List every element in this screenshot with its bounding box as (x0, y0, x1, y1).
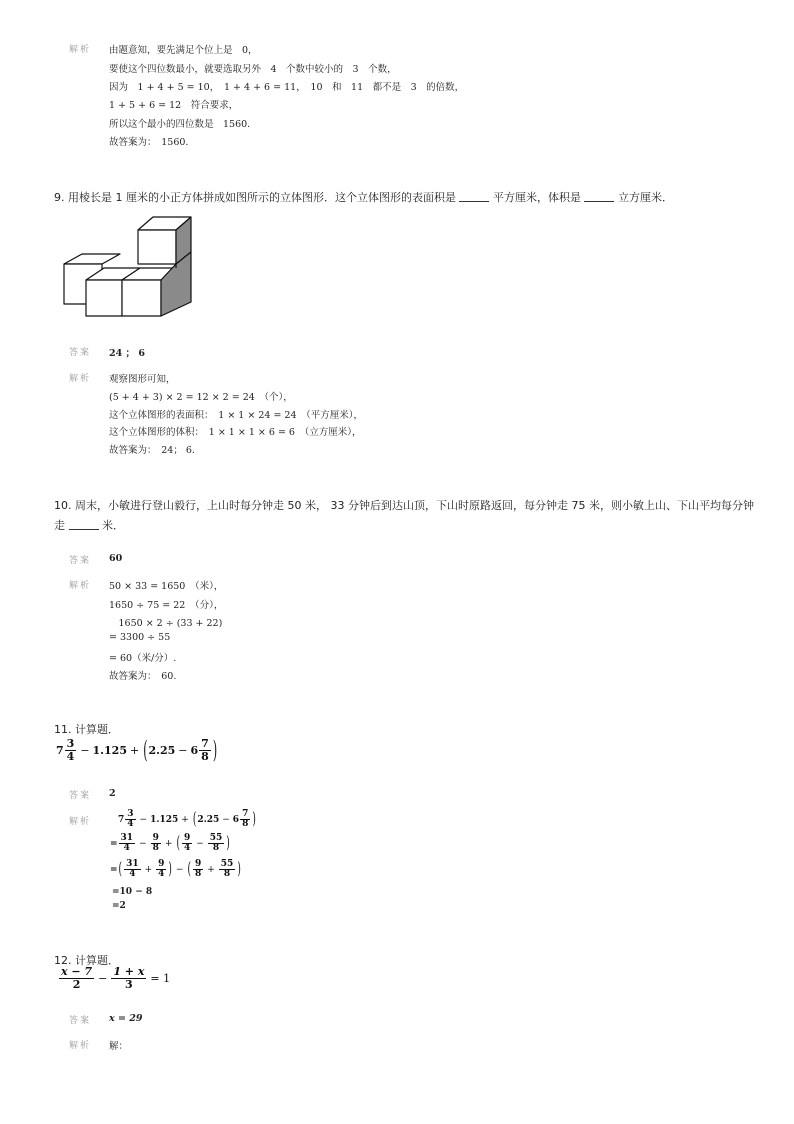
q10-question-post: 米． (102, 519, 124, 532)
q8-analysis-line: 1 + 5 + 6 = 12 符合要求， (109, 100, 239, 111)
whole-number: 7 (56, 743, 64, 757)
q9-answer: 24 ； 6 (109, 348, 145, 359)
analysis-label: 解析 (69, 374, 92, 384)
decimal: 1.125 (92, 743, 127, 757)
answer-blank (69, 519, 99, 530)
q9-analysis-line: 这个立体图形的体积： 1 × 1 × 1 × 6 = 6 （立方厘米）， (109, 427, 362, 438)
decimal: 2.25 (148, 743, 176, 757)
q10-analysis-line: 故答案为： 60. (109, 671, 177, 682)
q10-analysis-line: 50 × 33 = 1650 （米）， (109, 581, 224, 592)
analysis-label: 解析 (69, 817, 92, 827)
analysis-label: 解析 (69, 45, 92, 55)
q8-analysis-line: 因为 1 + 4 + 5 = 10， 1 + 4 + 6 = 11， 10 和 11 都不是 3 的倍数， (109, 82, 465, 93)
q11-expression: 7 $\frac{3}{4}$ − 1.125 + ( 2.25 − 6 $\frac{7}{8}$ ) (56, 735, 218, 765)
q10-analysis-line: 1650 × 2 ÷ (33 + 22) (109, 618, 223, 629)
whole-number: 6 (190, 743, 199, 757)
q10-question-pre: 走 (54, 519, 65, 532)
answer-label: 答案 (69, 1016, 92, 1026)
q10-analysis-line: 1650 ÷ 75 = 22 （分）， (109, 600, 224, 611)
q10-analysis-line: = 3300 ÷ 55 (109, 632, 171, 643)
q11-step-1: 7 $\frac{3}{4}$ − 1.125 + ( 2.25 − 6 $\frac{7}{8}$ ) (118, 809, 256, 830)
answer-label: 答案 (69, 556, 92, 566)
equation-rhs: = 1 (150, 971, 171, 985)
q9-analysis-line: 观察图形可知， (109, 374, 176, 385)
q8-analysis-line: 所以这个最小的四位数是 1560. (109, 119, 251, 130)
q8-analysis-line: 要使这个四位数最小，就要选取另外 4 个数中较小的 3 个数， (109, 64, 397, 75)
q8-analysis-line: 故答案为： 1560. (109, 137, 189, 148)
q12-equation: $\frac{x - 7}{2}$ − $\frac{1 + x}{3}$ = 1 (61, 965, 171, 991)
q11-step-2: = $\frac{31}{4}$ − $\frac{9}{8}$ + ( $\frac{9}{4}$ − $\frac{55}{8}$ ) (110, 833, 230, 854)
analysis-label: 解析 (69, 581, 92, 591)
q9-analysis-line: 这个立体图形的表面积： 1 × 1 × 24 = 24 （平方厘米）， (109, 410, 364, 421)
q9-analysis-line: 故答案为： 24； 6. (109, 445, 195, 456)
q9-question-text: 9. 用棱长是 1 厘米的小正方体拼成如图所示的立体图形．这个立体图形的表面积是 (54, 191, 456, 204)
fraction: $\frac{x - 7}{2}$ (61, 965, 93, 991)
answer-label: 答案 (69, 348, 92, 358)
cube-figure (58, 212, 198, 322)
q11-step-5: =2 (112, 901, 126, 911)
q9-unit-volume: 立方厘米． (617, 191, 673, 204)
q10-answer: 60 (109, 553, 123, 564)
q10-question-line2 (54, 517, 124, 533)
q11-question: 11. 计算题． (54, 723, 119, 736)
q11-answer: 2 (109, 788, 116, 799)
answer-blank (459, 191, 489, 202)
answer-blank (584, 191, 614, 202)
q11-step-3: = ( $\frac{31}{4}$ + $\frac{9}{4}$ ) − ( $\frac{9}{8}$ + $\frac{55}{8}$ ) (110, 859, 241, 880)
q9-unit-area: 平方厘米，体积是 (492, 191, 581, 204)
q10-question-line1: 10. 周末，小敏进行登山毅行，上山时每分钟走 50 米， 33 分钟后到达山顶，下山时原路返回，每分钟走 75 米，则小敏上山、下山平均每分钟 (54, 499, 754, 512)
analysis-label: 解析 (69, 1041, 92, 1051)
q8-analysis-line: 由题意知，要先满足个位上是 0， (109, 45, 258, 56)
q11-step-4: =10 − 8 (112, 887, 153, 897)
fraction: $\frac{3}{4}$ (66, 737, 75, 763)
answer-label: 答案 (69, 791, 92, 801)
q12-answer: x = 29 (109, 1013, 143, 1024)
q12-analysis-line: 解： (109, 1041, 129, 1052)
fraction: $\frac{7}{8}$ (201, 737, 209, 763)
q10-analysis-line: = 60（米/分）. (109, 653, 177, 664)
q12-question: 12. 计算题． (54, 954, 119, 967)
q9-analysis-line: (5 + 4 + 3) × 2 = 12 × 2 = 24 （个）， (109, 392, 293, 403)
fraction: $\frac{1 + x}{3}$ (113, 965, 145, 991)
q9-question (54, 189, 673, 205)
